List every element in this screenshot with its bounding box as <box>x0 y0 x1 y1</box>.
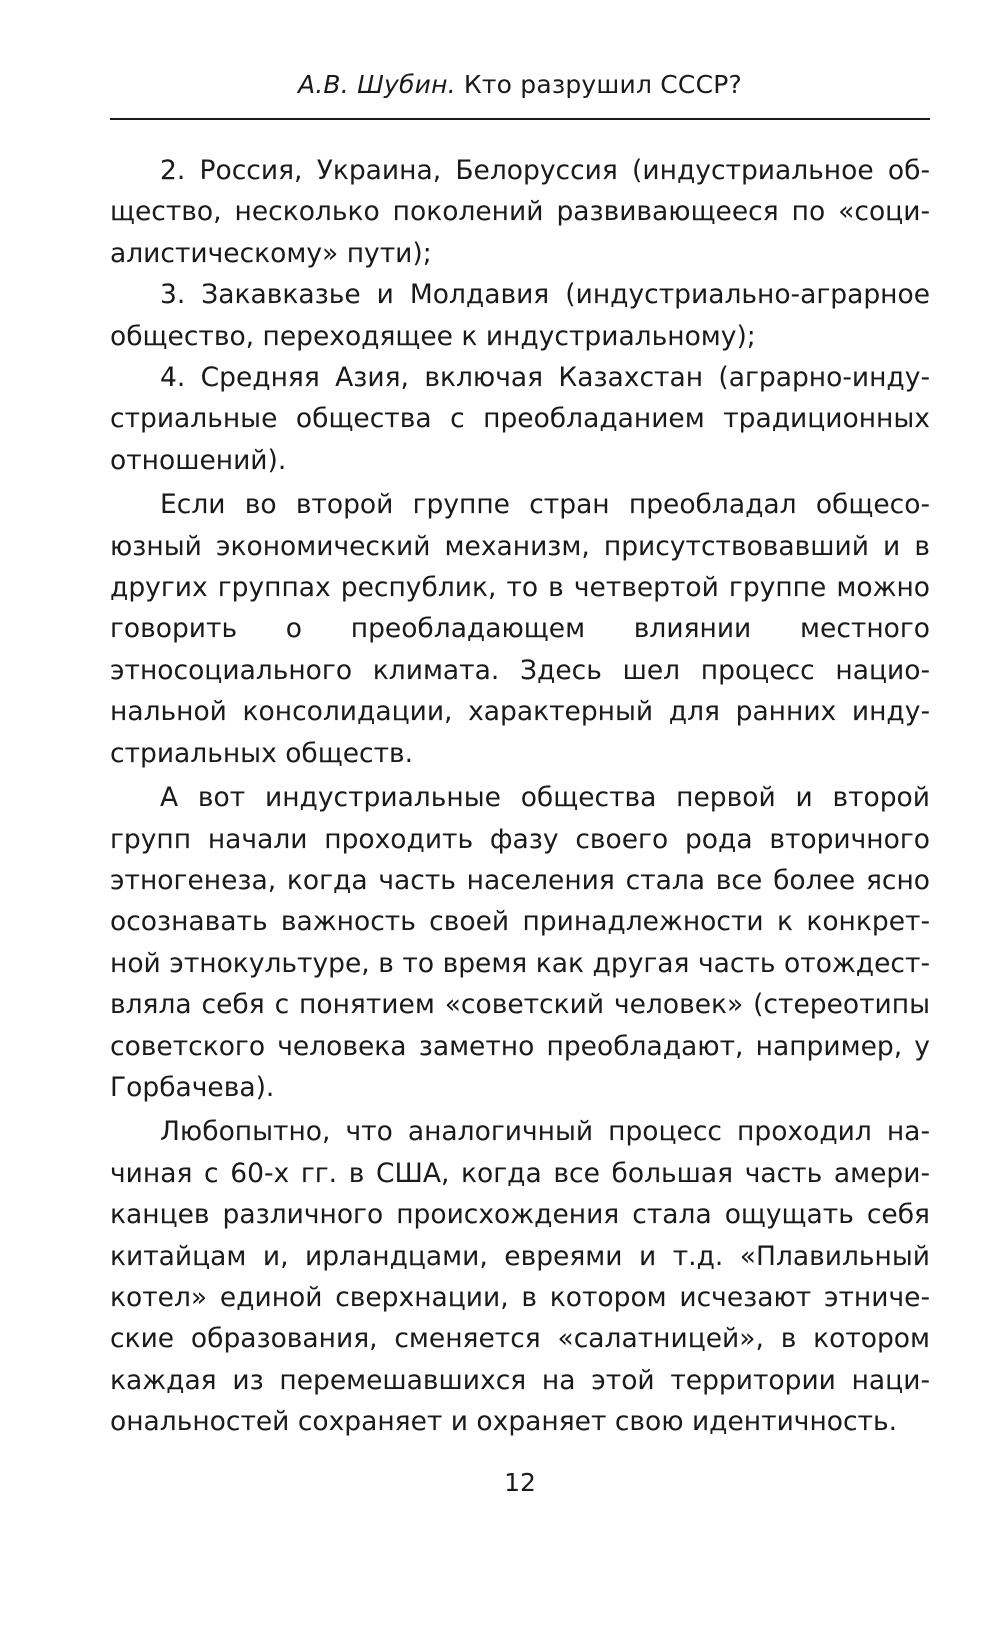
page-number: 12 <box>504 1468 536 1497</box>
header-title: Кто разрушил СССР? <box>463 70 742 99</box>
paragraph: Если во второй группе стран преобладал общесоюзный экономический механизм, присутствовавший и в других группах республик, то в четвертой группе можно говорить о преобладающем влиянии местного этносоциального климата. Здесь шел процесс национальной консолидации, характерный для ранних индустриальных обществ. <box>110 489 930 769</box>
paragraph-list-item-2: 2. Россия, Украина, Белоруссия (индустриальное общество, несколько поколений развивающееся по «социалистическому» пути); <box>110 155 930 269</box>
header-author: А.В. Шубин. <box>297 70 456 99</box>
paragraph: А вот индустриальные общества первой и второй групп начали проходить фазу своего рода вторичного этногенеза, когда часть населения стала все более ясно осознавать важность своей принадлежности к конкретной этнокультуре, в то время как другая часть отождествляла себя с понятием «советский человек» (стереотипы советского человека заметно преобладают, например, у Горбачева). <box>110 782 930 1103</box>
paragraph: Любопытно, что аналогичный процесс проходил начиная с 60-х гг. в США, когда все большая часть американцев различного происхождения стала ощущать себя китайцам и, ирландцами, евреями и т.д. «Плавильный котел» единой сверхнации, в котором исчезают этнические образования, сменяется «салатницей», в котором каждая из перемешавшихся на этой территории национальностей сохраняет и охраняет свою идентичность. <box>110 1116 930 1438</box>
paragraph-list-item-4: 4. Средняя Азия, включая Казахстан (аграрно-индустриальные общества с преобладанием традиционных отношений). <box>110 362 930 476</box>
running-header <box>110 68 930 102</box>
paragraph-list-item-3: 3. Закавказье и Молдавия (индустриально-аграрное общество, переходящее к индустриальному); <box>110 279 930 352</box>
body-text <box>110 150 930 1443</box>
header-rule <box>110 118 930 120</box>
